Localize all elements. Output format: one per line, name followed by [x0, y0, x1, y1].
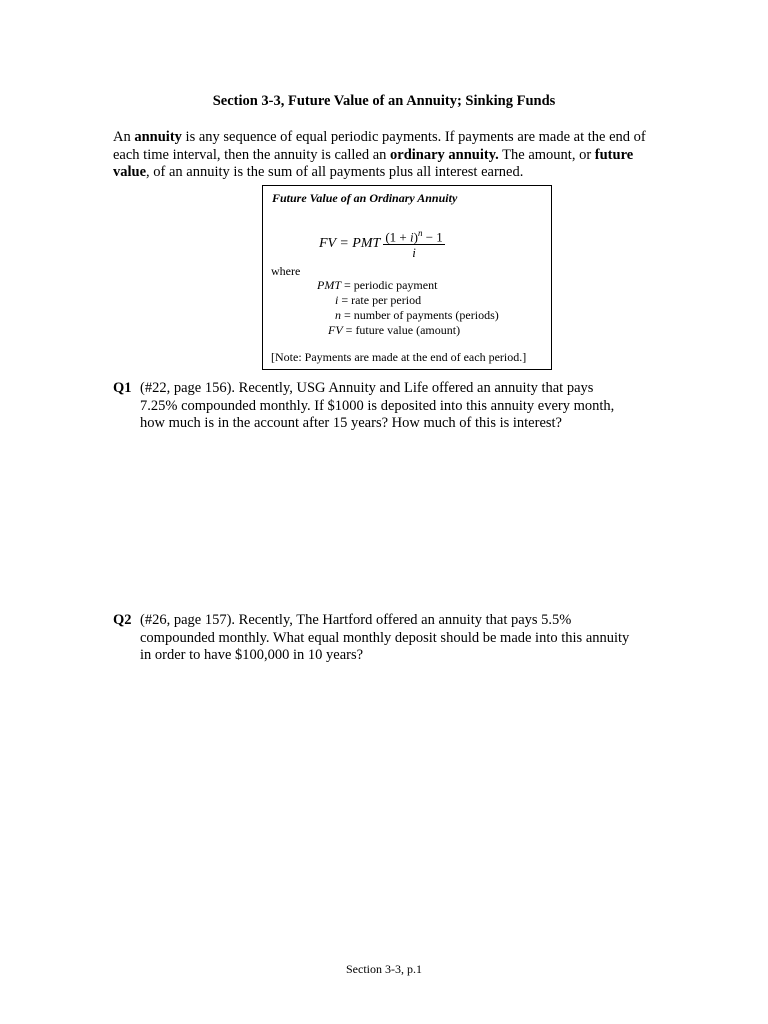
- intro-text: The amount, or: [498, 146, 595, 163]
- definition-fv: [328, 323, 460, 338]
- question-1-text: [140, 380, 680, 433]
- numerator-i: i: [409, 229, 414, 245]
- intro-text: is any sequence of equal periodic payments. If payments are made at the end of each time interval, then the annuity is called an: [113, 129, 646, 163]
- question-line: 7.25% compounded monthly. If $1000 is deposited into this annuity every month,: [140, 397, 615, 414]
- formula-fraction: [383, 226, 444, 261]
- numerator-close: ): [413, 229, 418, 245]
- formula-box-title: Future Value of an Ordinary Annuity: [272, 191, 458, 205]
- def-var: PMT: [317, 278, 341, 292]
- formula-exponent: n: [417, 228, 423, 238]
- payment-note: [Note: Payments are made at the end of each period.]: [271, 350, 527, 364]
- term-ordinary-annuity: ordinary annuity.: [390, 146, 499, 163]
- page-footer: Section 3-3, p.1: [346, 962, 422, 976]
- formula-denominator: i: [412, 245, 416, 261]
- definition-i: [335, 293, 421, 308]
- def-var: n: [335, 308, 341, 322]
- numerator-tail: − 1: [422, 229, 443, 245]
- intro-text: , of an annuity is the sum of all payments plus all interest earned.: [146, 164, 524, 180]
- question-line: how much is in the account after 15 years? How much of this is interest?: [140, 415, 562, 431]
- def-desc: = number of payments (periods): [341, 308, 499, 322]
- fv-formula: [319, 226, 445, 261]
- definition-n: [335, 308, 499, 323]
- def-desc: = rate per period: [338, 293, 422, 307]
- intro-paragraph: [113, 129, 673, 182]
- question-line: in order to have $100,000 in 10 years?: [140, 647, 364, 663]
- question-line: (#26, page 157). Recently, The Hartford offered an annuity that pays 5.5%: [140, 612, 572, 628]
- def-var: i: [335, 293, 339, 307]
- question-1-label: Q1: [113, 380, 132, 396]
- numerator-open: (1 +: [385, 229, 410, 245]
- where-label: where: [271, 264, 301, 278]
- question-line: (#22, page 156). Recently, USG Annuity and Life offered an annuity that pays: [140, 380, 594, 396]
- def-var: FV: [328, 323, 343, 337]
- term-future-value: future value: [113, 146, 634, 180]
- definition-pmt: [317, 278, 437, 293]
- formula-lhs: FV = PMT: [319, 235, 381, 251]
- page-title: Section 3-3, Future Value of an Annuity; Sinking Funds: [212, 93, 556, 109]
- intro-text: An: [113, 129, 135, 145]
- def-desc: = periodic payment: [341, 278, 438, 292]
- question-2-text: [140, 612, 680, 665]
- question-2-label: Q2: [113, 612, 132, 628]
- def-desc: = future value (amount): [342, 323, 461, 337]
- formula-numerator: [383, 226, 444, 245]
- question-line: compounded monthly. What equal monthly deposit should be made into this annuity: [140, 629, 630, 646]
- term-annuity: annuity: [134, 129, 182, 145]
